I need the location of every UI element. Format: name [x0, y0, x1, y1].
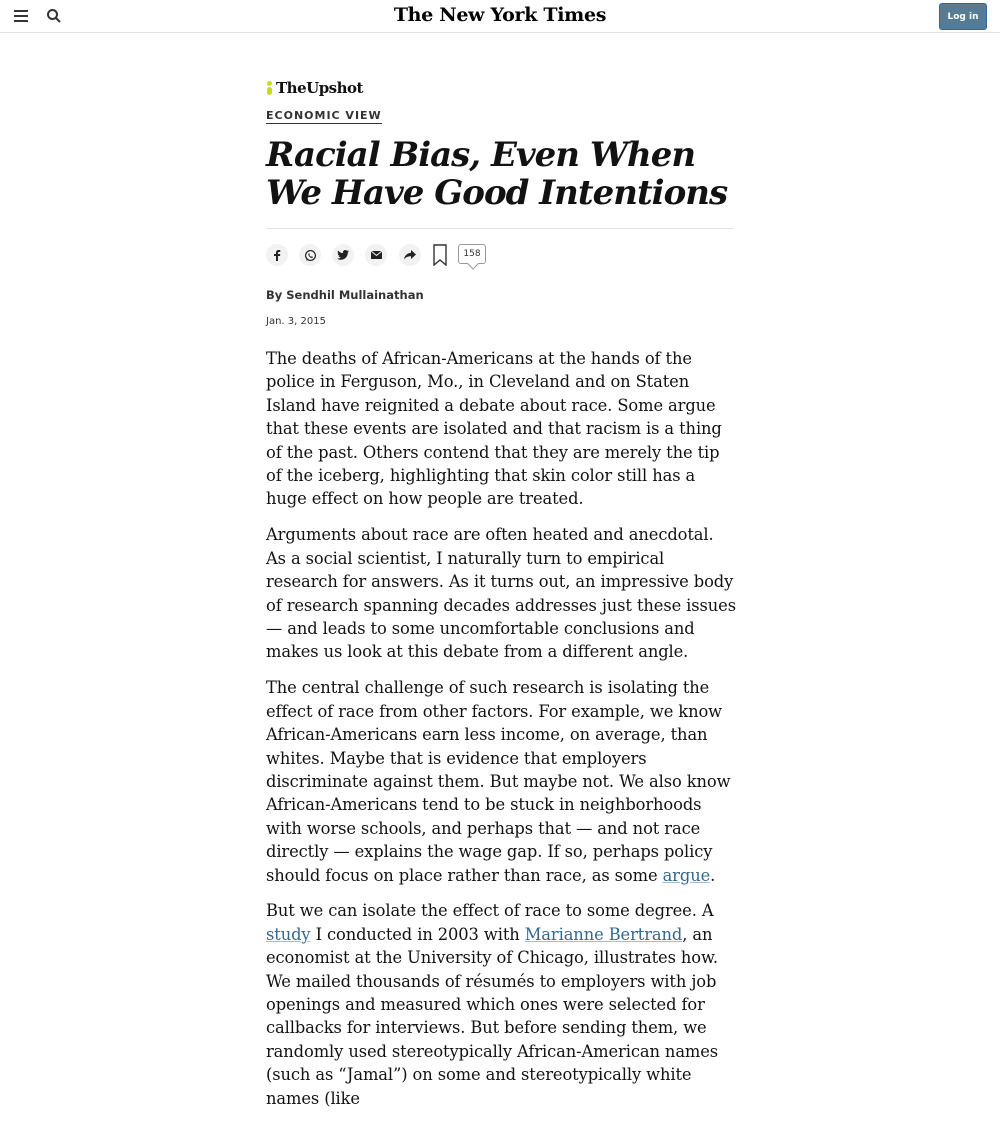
argue-link[interactable]: argue	[662, 865, 711, 885]
facebook-icon	[272, 249, 282, 261]
bookmark-icon[interactable]	[433, 244, 447, 266]
upshot-logo-icon	[266, 81, 274, 95]
marianne-bertrand-link[interactable]: Marianne Bertrand	[524, 924, 683, 944]
email-share-button[interactable]	[365, 244, 387, 266]
share-arrow-icon	[404, 250, 416, 260]
paragraph-4	[266, 899, 736, 1110]
top-bar	[0, 0, 1000, 33]
paragraph-3-end: .	[710, 865, 716, 885]
nyt-logo[interactable]: The New York Times	[393, 4, 607, 26]
twitter-share-button[interactable]	[332, 244, 354, 266]
paragraph-4-text-a: But we can isolate the effect of race to some degree. A	[266, 901, 714, 921]
upshot-brand-text: TheUpshot	[276, 79, 363, 97]
paragraph-3	[266, 676, 736, 887]
paragraph-1: The deaths of African-Americans at the hands of the police in Ferguson, Mo., in Cleveland and on Staten Island have reignited a debate about race. Some argue that these events are isolated and that racism is a thing of the past. Others contend that they are merely the tip of the iceberg, highlighting that skin color still has a huge effect on how people are treated.	[266, 349, 722, 509]
economic-view-link[interactable]: ECONOMIC VIEW	[266, 109, 382, 122]
paragraph-4-text-c: , an economist at the University of Chicago, illustrates how. We mailed thousands of résumés to employers with job openings and measured which ones were selected for callbacks for interviews. But before sending them, we randomly used stereotypically African-American names (such as “Jamal”) on some and stereotypically white names (like	[266, 924, 719, 1108]
byline-prefix: By	[266, 288, 287, 302]
upshot-brand[interactable]	[266, 78, 734, 98]
article-body	[266, 347, 736, 1123]
article-headline: Racial Bias, Even When We Have Good Intentions	[266, 135, 728, 213]
study-link[interactable]: study	[266, 924, 311, 944]
login-button[interactable]: Log in	[939, 3, 987, 30]
comment-count: 158	[463, 249, 481, 259]
section-kicker	[266, 109, 734, 122]
email-icon	[371, 251, 382, 259]
paragraph-4-text-b: I conducted in 2003 with	[310, 924, 525, 944]
twitter-icon	[337, 250, 349, 260]
whatsapp-share-button[interactable]	[299, 244, 321, 266]
more-share-button[interactable]	[399, 244, 421, 266]
paragraph-2: Arguments about race are often heated and anecdotal. As a social scientist, I naturally turn to empirical research for answers. As it turns out, an impressive body of research spanning decades addresses just these issues — and leads to some uncomfortable conclusions and makes us look at this debate from a different angle.	[266, 525, 736, 662]
paragraph-3-text: The central challenge of such research is isolating the effect of race from other factors. For example, we know African-Americans earn less income, on average, than whites. Maybe that is evidence that employers discriminate against them. But maybe not. We also know African-Americans tend to be stuck in neighborhoods with worse schools, and perhaps that — and not race directly — explains the wage gap. If so, perhaps policy should focus on place rather than race, as some	[266, 678, 731, 885]
comments-button[interactable]	[458, 244, 486, 264]
publish-date: Jan. 3, 2015	[266, 316, 326, 327]
byline	[266, 288, 734, 302]
divider	[266, 228, 734, 229]
share-tools	[266, 244, 734, 268]
whatsapp-icon	[304, 249, 317, 262]
author-link[interactable]: Sendhil Mullainathan	[286, 288, 424, 302]
facebook-share-button[interactable]	[266, 244, 288, 266]
